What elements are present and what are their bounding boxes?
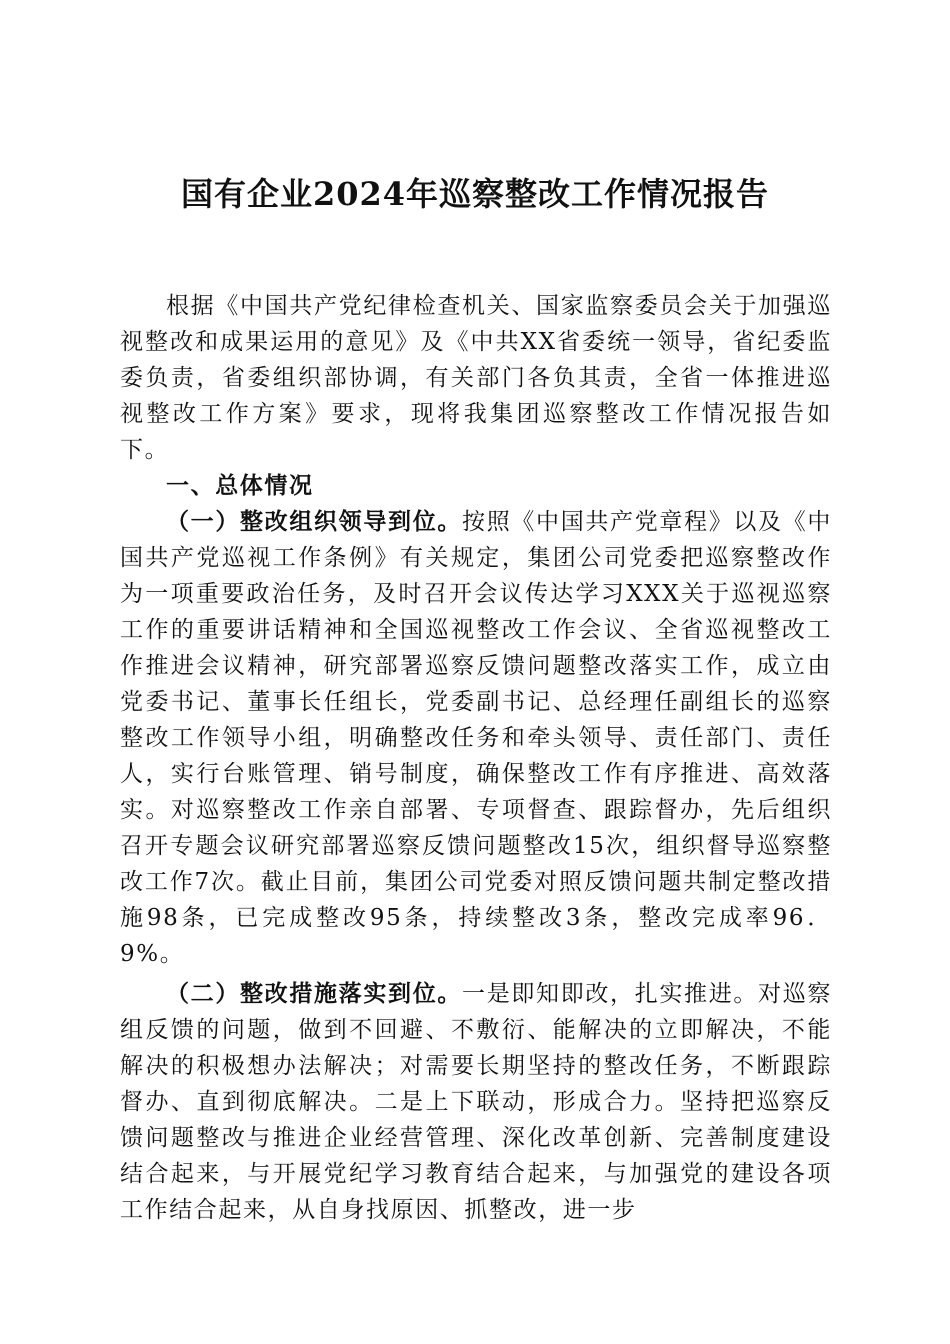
paragraph-measures-implementation: [120, 976, 832, 1228]
document-body: [120, 288, 832, 1228]
section-heading-overall: 一、总体情况: [166, 473, 314, 499]
document-title: 国有企业2024年巡察整改工作情况报告: [180, 175, 770, 213]
intro-paragraph: 根据《中国共产党纪律检查机关、国家监察委员会关于加强巡视整改和成果运用的意见》及《中共XX省委统一领导，省纪委监委负责，省委组织部协调，有关部门各负其责，全省一体推进巡视整改工作方案》要求，现将我集团巡察整改工作情况报告如下。: [120, 293, 832, 463]
paragraph-measures-implementation-text: 一是即知即改，扎实推进。对巡察组反馈的问题，做到不回避、不敷衍、能解决的立即解决，不能解决的积极想办法解决；对需要长期坚持的整改任务，不断跟踪督办、直到彻底解决。二是上下联动，形成合力。坚持把巡察反馈问题整改与推进企业经营管理、深化改革创新、完善制度建设结合起来，与开展党纪学习教育结合起来，与加强党的建设各项工作结合起来，从自身找原因、抓整改，进一步: [120, 981, 832, 1223]
paragraph-organization-leadership: [120, 504, 832, 972]
subheading-measures-implementation: （二）整改措施落实到位。: [166, 980, 463, 1007]
subheading-organization-leadership: （一）整改组织领导到位。: [166, 508, 463, 535]
paragraph-organization-leadership-text: 按照《中国共产党章程》以及《中国共产党巡视工作条例》有关规定，集团公司党委把巡察整改作为一项重要政治任务，及时召开会议传达学习XXX关于巡视巡察工作的重要讲话精神和全国巡视整改工作会议、全省巡视整改工作推进会议精神，研究部署巡察反馈问题整改落实工作，成立由党委书记、董事长任组长，党委副书记、总经理任副组长的巡察整改工作领导小组，明确整改任务和牵头领导、责任部门、责任人，实行台账管理、销号制度，确保整改工作有序推进、高效落实。对巡察整改工作亲自部署、专项督查、跟踪督办，先后组织召开专题会议研究部署巡察反馈问题整改15次，组织督导巡察整改工作7次。截止目前，集团公司党委对照反馈问题共制定整改措施98条，已完成整改95条，持续整改3条，整改完成率96．9%。: [120, 509, 832, 967]
